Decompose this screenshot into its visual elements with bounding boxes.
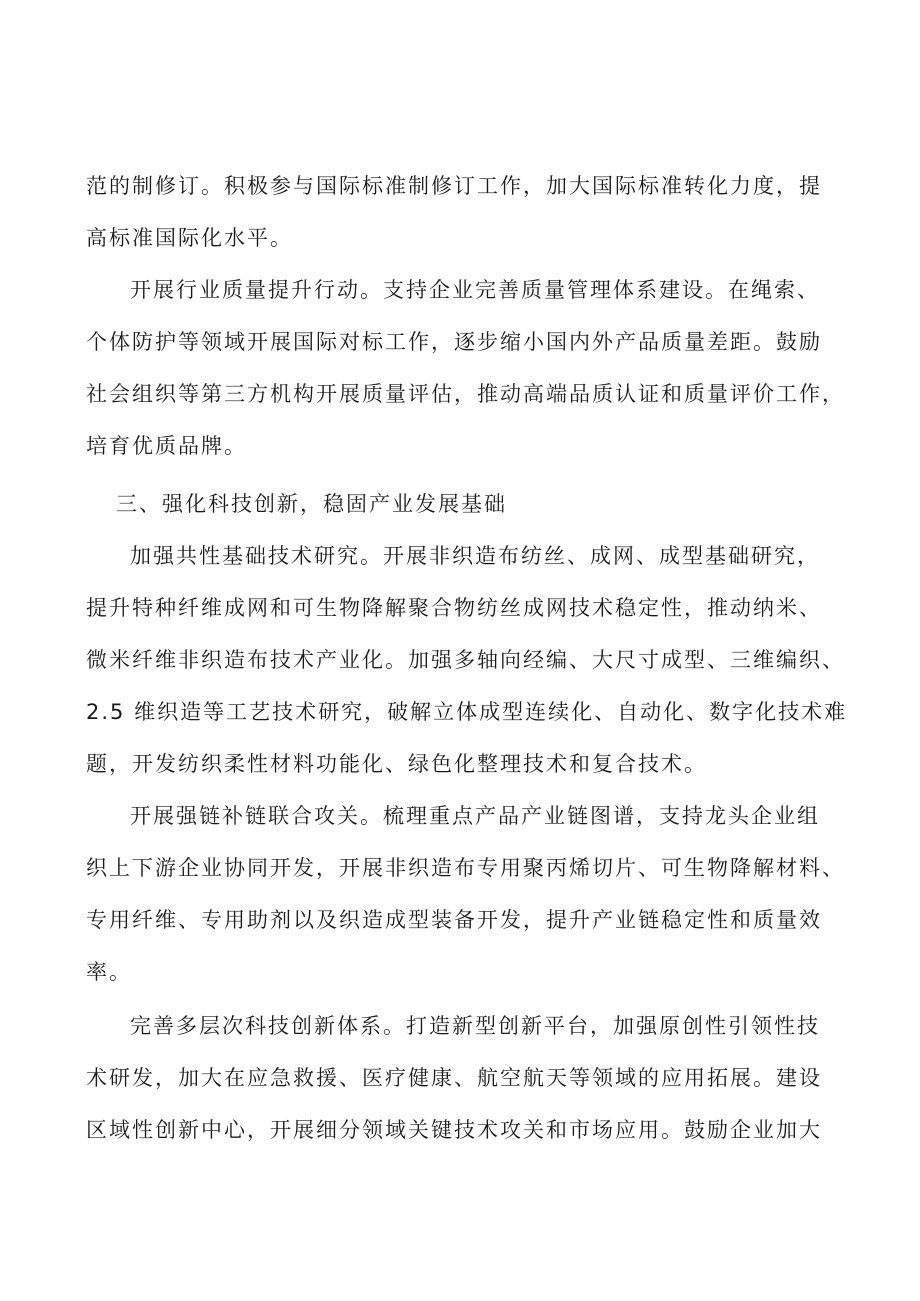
text-line: 完善多层次科技创新体系。打造新型创新平台，加强原创性引领性技 (130, 1014, 820, 1038)
text-line: 加强共性基础技术研究。开展非织造布纺丝、成网、成型基础研究， (130, 544, 820, 568)
text-line: 率。 (86, 960, 132, 984)
paragraph-basic-research (86, 530, 846, 790)
section-heading: 三、强化科技创新，稳固产业发展基础 (116, 492, 507, 516)
text-line: 提升特种纤维成网和可生物降解聚合物纺丝成网技术稳定性，推动纳米、 (86, 596, 822, 620)
text-line: 培育优质品牌。 (86, 434, 247, 458)
text-line: 区域性创新中心，开展细分领域关键技术攻关和市场应用。鼓励企业加大 (86, 1118, 822, 1142)
text-line: 术研发，加大在应急救援、医疗健康、航空航天等领域的应用拓展。建设 (86, 1066, 822, 1090)
text-line: 社会组织等第三方机构开展质量评估，推动高端品质认证和质量评价工作， (86, 382, 845, 406)
text-line: 2.5 维织造等工艺技术研究，破解立体成型连续化、自动化、数字化技术难 (86, 700, 848, 724)
text-line: 范的制修订。积极参与国际标准制修订工作，加大国际标准转化力度，提 (86, 174, 822, 198)
paragraph-innovation-system (86, 1000, 846, 1156)
text-line: 织上下游企业协同开发，开展非织造布专用聚丙烯切片、可生物降解材料、 (86, 856, 845, 880)
text-line: 高标准国际化水平。 (86, 226, 293, 250)
text-line: 个体防护等领域开展国际对标工作，逐步缩小国内外产品质量差距。鼓励 (86, 330, 822, 354)
text-line: 专用纤维、专用助剂以及织造成型装备开发，提升产业链稳定性和质量效 (86, 908, 822, 932)
text-line: 题，开发纺织柔性材料功能化、绿色化整理技术和复合技术。 (86, 752, 707, 776)
paragraph-quality-improvement (86, 264, 846, 472)
paragraph-industry-chain (86, 790, 846, 998)
text-line: 开展行业质量提升行动。支持企业完善质量管理体系建设。在绳索、 (130, 278, 820, 302)
text-line: 微米纤维非织造布技术产业化。加强多轴向经编、大尺寸成型、三维编织、 (86, 648, 845, 672)
text-line: 开展强链补链联合攻关。梳理重点产品产业链图谱，支持龙头企业组 (130, 804, 820, 828)
paragraph-standards-continuation (86, 160, 846, 264)
